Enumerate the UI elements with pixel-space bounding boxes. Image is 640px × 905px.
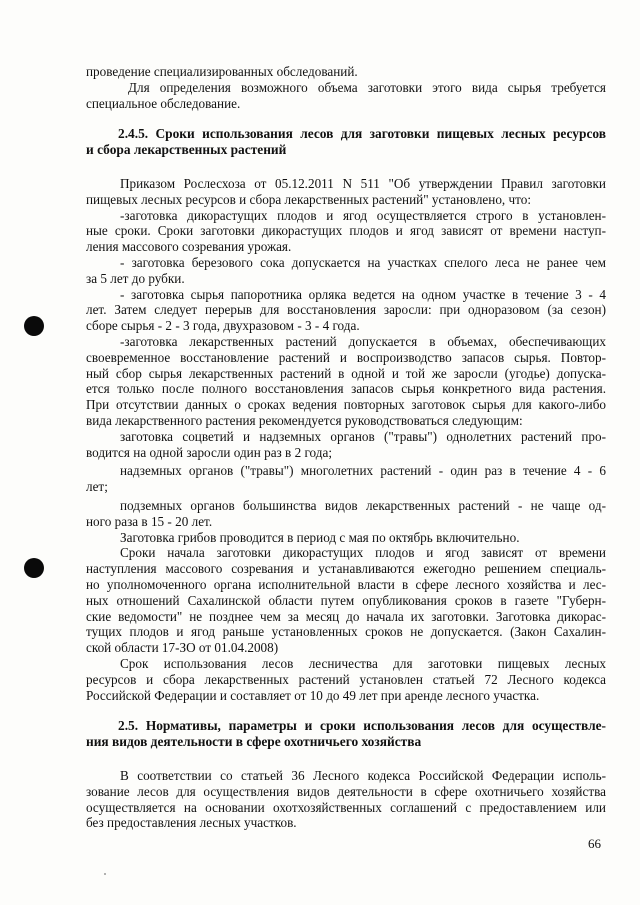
text-line: пищевых лесных ресурсов и сбора лекарственных растений" установлено, что: <box>86 191 531 207</box>
binder-hole-top <box>24 316 44 336</box>
text-line: подземных органов большинства видов лекарственных растений - не чаще од- <box>120 497 606 513</box>
text-line: Заготовка грибов проводится в период с мая по октябрь включительно. <box>120 529 520 545</box>
heading-line: 2.4.5. Сроки использования лесов для заготовки пищевых лесных ресурсов <box>118 126 606 141</box>
text-line: ской области 17-ЗО от 01.04.2008) <box>86 640 279 656</box>
section-heading-2-5 <box>86 718 606 750</box>
text-line: заготовка соцветий и надземных органов ("травы") однолетних растений про- <box>120 428 606 444</box>
text-line: водится на одной заросли один раз в 2 года; <box>86 444 332 460</box>
text-line: ные сроки. Сроки заготовки дикорастущих плодов и ягод зависят от времени наступ- <box>86 223 606 239</box>
heading-line: 2.5. Нормативы, параметры и сроки использования лесов для осуществле- <box>118 718 606 733</box>
text-line: - заготовка сырья папоротника орляка ведется на одном участке в течение 3 - 4 <box>120 286 606 302</box>
text-line: -заготовка дикорастущих плодов и ягод осуществляется строго в установлен- <box>120 207 606 223</box>
binder-hole-bottom <box>24 558 44 578</box>
text-line: Срок использования лесов лесничества для заготовки пищевых лесных <box>120 655 606 671</box>
text-line: -заготовка лекарственных растений допускается в объемах, обеспечивающих <box>120 333 606 349</box>
text-line: лет. Затем следует перерыв для восстановления заросли: при одноразовом (за сезон) <box>86 302 606 318</box>
text-line: надземных органов ("травы") многолетних растений - один раз в течение 4 - 6 <box>120 463 606 479</box>
text-line: Приказом Рослесхоза от 05.12.2011 N 511 "Об утверждении Правил заготовки <box>120 176 606 191</box>
heading-line: ния видов деятельности в сфере охотничьего хозяйства <box>86 733 422 749</box>
text-line: При отсутствии данных о сроках ведения повторных заготовок сырья для какого-либо <box>86 397 606 413</box>
text-line: специальное обследование. <box>86 95 241 111</box>
heading-line: и сбора лекарственных растений <box>86 141 287 157</box>
text-line: Для определения возможного объема заготовки этого вида сырья требуется <box>128 79 606 95</box>
text-line: без предоставления лесных участков. <box>86 815 297 831</box>
text-line: ется только после полного восстановления запасов сырья конкретного вида растения. <box>86 381 606 397</box>
text-line: ного раза в 15 - 20 лет. <box>86 513 213 529</box>
page-number: 66 <box>588 836 601 851</box>
text-line: своевременное восстановление растений и воспроизводство запасов сырья. Повтор- <box>86 349 606 365</box>
text-line: вида лекарственного растения рекомендуется руководствоваться следующим: <box>86 412 523 428</box>
text-line: Сроки начала заготовки дикорастущих плодов и ягод зависят от времени <box>120 545 606 561</box>
text-line: Российской Федерации и составляет от 10 до 49 лет при аренде лесного участка. <box>86 687 540 703</box>
text-line: сборе сырья - 2 - 3 года, двухразовом - 3 - 4 года. <box>86 318 360 334</box>
text-line: В соответствии со статьей 36 Лесного кодекса Российской Федерации исполь- <box>120 768 606 783</box>
text-line: ления массового созревания урожая. <box>86 239 292 255</box>
text-line: лет; <box>86 479 108 495</box>
text-line: тущих плодов и ягод раньше установленных сроков не допускается. (Закон Сахалин- <box>86 624 606 640</box>
scan-speck <box>104 873 106 875</box>
text-line: ресурсов и сбора лекарственных растений установлен статьей 72 Лесного кодекса <box>86 671 606 687</box>
text-line: но уполномоченного органа исполнительной власти в сфере лесного хозяйства и лес- <box>86 576 606 592</box>
text-line: наступления массового созревания и устанавливаются ежегодно решением специаль- <box>86 561 606 577</box>
section-body-2-4-5 <box>86 176 606 703</box>
text-line: ных отношений Сахалинской области путем опубликования сроков в газете "Губерн- <box>86 592 606 608</box>
text-line: осуществляется на основании охотхозяйственных соглашений с предоставлением или <box>86 799 606 815</box>
text-line: зование лесов для осуществления видов деятельности в сфере охотничьего хозяйства <box>86 783 606 799</box>
text-line: ный сбор сырья лекарственных растений в одной и той же заросли (угодье) допуска- <box>86 365 606 381</box>
section-heading-2-4-5 <box>86 126 606 158</box>
text-line: - заготовка березового сока допускается на участках спелого леса не ранее чем <box>120 254 606 270</box>
text-line: ские ведомости" не позднее чем за месяц до начала их заготовки. Заготовка дикорас- <box>86 608 606 624</box>
intro-paragraph <box>86 64 606 111</box>
section-body-2-5 <box>86 768 606 831</box>
text-line: проведение специализированных обследований. <box>86 64 358 79</box>
text-line: за 5 лет до рубки. <box>86 270 185 286</box>
